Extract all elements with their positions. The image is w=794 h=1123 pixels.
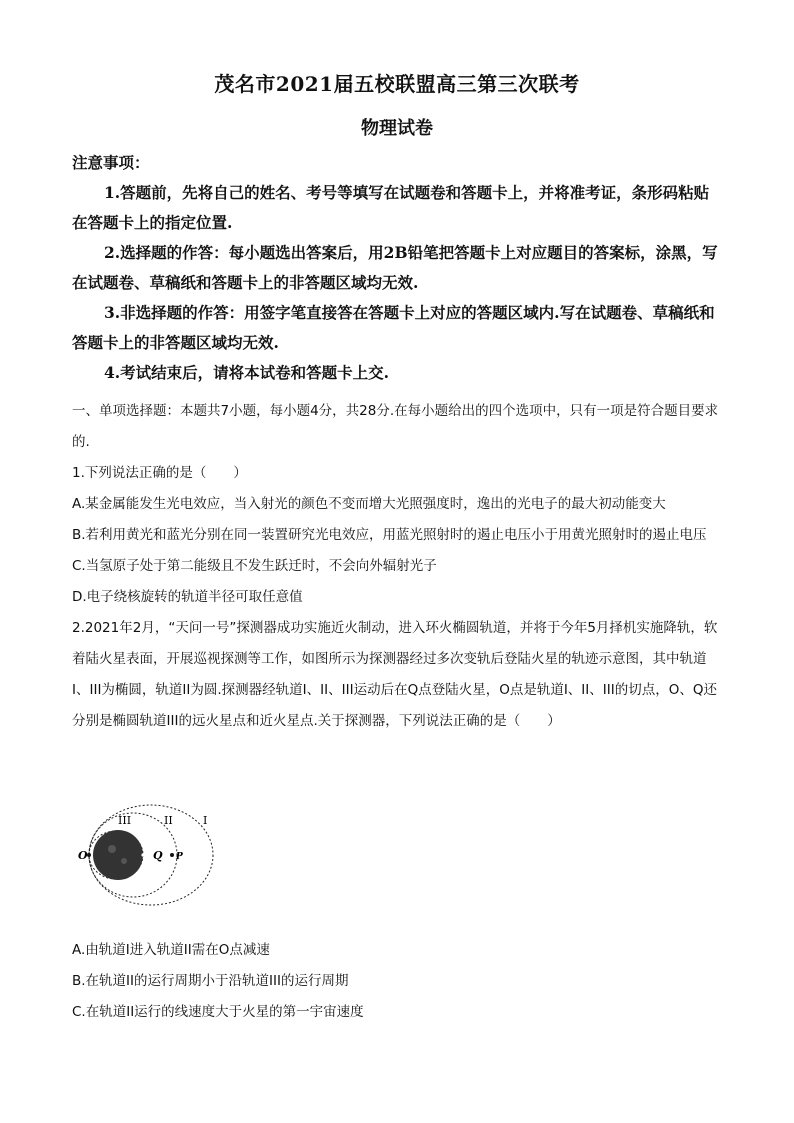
question-2-option-c: C.在轨道II运行的线速度大于火星的第一宇宙速度	[72, 1004, 364, 1020]
note-item: 3.非选择题的作答：用签字笔直接答在答题卡上对应的答题区域内.写在试题卷、草稿纸和答题卡上的非答题区域均无效.	[72, 303, 715, 352]
question-1-option-b: B.若利用黄光和蓝光分别在同一装置研究光电效应，用蓝光照射时的遏止电压小于用黄光照射时的遏止电压	[72, 527, 707, 543]
question-1-option-a: A.某金属能发生光电效应，当入射光的颜色不变而增大光照强度时，逸出的光电子的最大初动能变大	[72, 496, 666, 512]
label-orbit-2: II	[164, 814, 173, 827]
mars-texture	[121, 858, 127, 864]
question-1-option-c: C.当氢原子处于第二能级且不发生跃迁时，不会向外辐射光子	[72, 558, 437, 574]
question-2-stem: 2.2021年2月，“天问一号”探测器成功实施近火制动，进入环火椭圆轨道，并将于今年5月择机实施降轨，软着陆火星表面，开展巡视探测等工作，如图所示为探测器经过多次变轨后登陆火星的轨迹示意图，其中轨道I、III为椭圆，轨道II为圆.探测器经轨道I、II、III运动后在Q点登陆火星，O点是轨道I、II、III的切点，O、Q还分别是椭圆轨道III的远火星点和近火星点.关于探测器，下列说法正确的是（ ）	[72, 620, 718, 729]
mars-planet	[93, 830, 143, 880]
point-o	[87, 853, 91, 857]
exam-subtitle: 物理试卷	[361, 118, 433, 139]
note-item: 1.答题前，先将自己的姓名、考号等填写在试题卷和答题卡上，并将准考证，条形码粘贴在答题卡上的指定位置.	[72, 183, 710, 232]
question-2-option-a: A.由轨道I进入轨道II需在O点减速	[72, 942, 270, 958]
label-o: O	[78, 849, 88, 862]
label-p: P	[176, 852, 183, 862]
label-q: Q	[153, 849, 163, 862]
notes-section	[72, 148, 722, 388]
question-1-stem: 1.下列说法正确的是（ ）	[72, 465, 247, 481]
note-item: 2.选择题的作答：每小题选出答案后，用2B铅笔把答题卡上对应题目的答案标，涂黑，写在试题卷、草稿纸和答题卡上的非答题区域均无效.	[72, 243, 718, 292]
label-orbit-1: I	[203, 814, 208, 827]
point-p	[170, 853, 174, 857]
note-item: 4.考试结束后，请将本试卷和答题卡上交.	[104, 363, 390, 382]
notes-heading: 注意事项：	[72, 153, 150, 172]
orbit-diagram	[78, 797, 228, 919]
point-q	[141, 853, 144, 856]
question-2-options	[72, 935, 722, 1028]
exam-title: 茂名市2021届五校联盟高三第三次联考	[214, 72, 580, 96]
questions-section	[72, 396, 722, 737]
mars-texture	[108, 845, 116, 853]
section-intro: 一、单项选择题：本题共7小题，每小题4分，共28分.在每小题给出的四个选项中，只有一项是符合题目要求的.	[72, 403, 719, 450]
question-1-option-d: D.电子绕核旋转的轨道半径可取任意值	[72, 589, 303, 605]
question-2-option-b: B.在轨道II的运行周期小于沿轨道III的运行周期	[72, 973, 349, 989]
label-orbit-3: III	[118, 814, 132, 827]
